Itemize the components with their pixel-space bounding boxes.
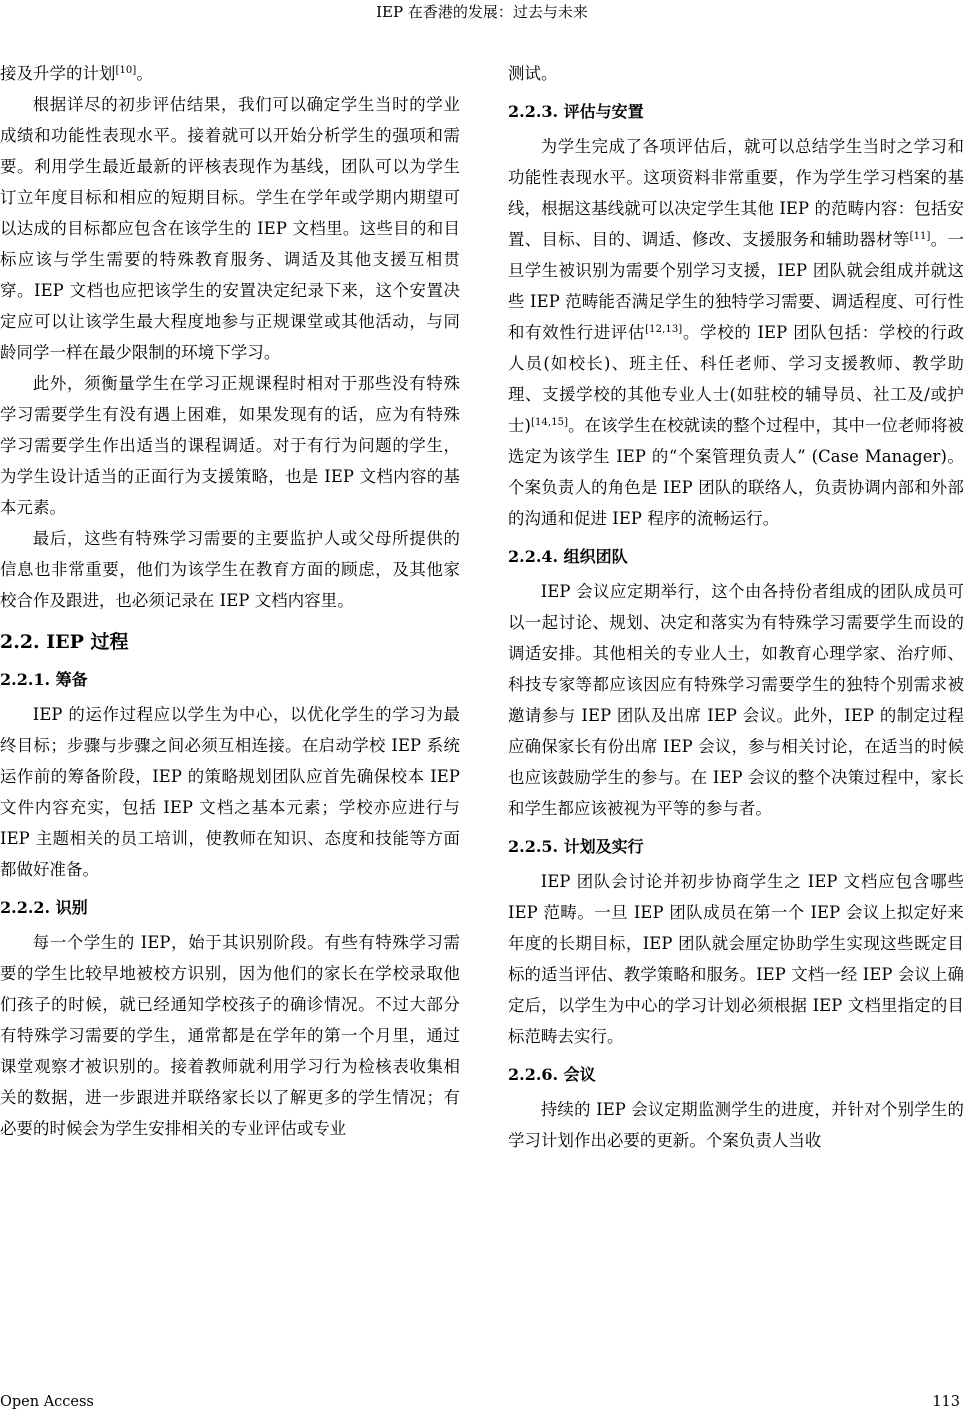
paragraph: IEP 的运作过程应以学生为中心，以优化学生的学习为最终目标；步骤与步骤之间必须互相连接。在启动学校 IEP 系统运作前的筹备阶段，IEP 的策略规划团队应首先确保校本 IEP 文件内容充实，包括 IEP 文档之基本元素；学校亦应进行与 IEP 主题相关的员工培训，使教师在知识、态度和技能等方面都做好准备。: [0, 705, 460, 879]
paragraph: 为学生完成了各项评估后，就可以总结学生当时之学习和功能性表现水平。这项资料非常重要，作为学生学习档案的基线，根据这基线就可以决定学生其他 IEP 的范畴内容：包括安置、目标、目的、调适、修改、支援服务和辅助器材等[11]。一旦学生被识别为需要个别学习支援，IEP 团队就会组成并就这些 IEP 范畴能否满足学生的独特学习需要、调适程度、可行性和有效性行进评估[12,13]。学校的 IEP 团队包括：学校的行政人员(如校长)、班主任、科任老师、学习支援教师、教学助理、支援学校的其他专业人士(如驻校的辅导员、社工及/或护士)[14,15]。在该学生在校就读的整个过程中，其中一位老师将被选定为该学生 IEP 的“个案管理负责人” (Case Manager)。个案负责人的角色是 IEP 团队的联络人，负责协调内部和外部的沟通和促进 IEP 程序的流畅运行。: [508, 137, 964, 528]
paragraph: 持续的 IEP 会议定期监测学生的进度，并针对个别学生的学习计划作出必要的更新。个案负责人当收: [508, 1100, 964, 1150]
subsection-heading: 2.2.5. 计划及实行: [508, 837, 644, 856]
subsection-heading: 2.2.3. 评估与安置: [508, 102, 644, 121]
paragraph: 测试。: [508, 64, 558, 83]
paragraph: 每一个学生的 IEP，始于其识别阶段。有些有特殊学习需要的学生比较早地被校方识别，因为他们的家长在学校录取他们孩子的时候，就已经通知学校孩子的确诊情况。不过大部分有特殊学习需要的学生，通常都是在学年的第一个月里，通过课堂观察才被识别的。接着教师就利用学习行为检核表收集相关的数据，进一步跟进并联络家长以了解更多的学生情况；有必要的时候会为学生安排相关的专业评估或专业: [0, 933, 460, 1138]
subsection-heading: 2.2.4. 组织团队: [508, 547, 628, 566]
subsection-heading: 2.2.2. 识别: [0, 898, 88, 917]
citation: [12,13]: [645, 324, 683, 335]
paragraph: IEP 团队会讨论并初步协商学生之 IEP 文档应包含哪些 IEP 范畴。一旦 IEP 团队成员在第一个 IEP 会议上拟定好来年度的长期目标，IEP 团队就会厘定协助学生实现这些既定目标的适当评估、教学策略和服务。IEP 文档一经 IEP 会议上确定后，以学生为中心的学习计划必须根据 IEP 文档里指定的目标范畴去实行。: [508, 872, 964, 1046]
page-number: 113: [932, 1394, 960, 1410]
left-column: [0, 58, 460, 1144]
subsection-heading: 2.2.1. 筹备: [0, 670, 88, 689]
section-heading: 2.2. IEP 过程: [0, 631, 129, 653]
paragraph: IEP 会议应定期举行，这个由各持份者组成的团队成员可以一起讨论、规划、决定和落实为有特殊学习需要学生而设的调适安排。其他相关的专业人士，如教育心理学家、治疗师、科技专家等都应该因应有特殊学习需要学生的独特个别需求被邀请参与 IEP 团队及出席 IEP 会议。此外，IEP 的制定过程应确保家长有份出席 IEP 会议，参与相关讨论，在适当的时候也应该鼓励学生的参与。在 IEP 会议的整个决策过程中，家长和学生都应该被视为平等的参与者。: [508, 582, 964, 818]
footer-open-access: Open Access: [0, 1394, 94, 1410]
paragraph: 根据详尽的初步评估结果，我们可以确定学生当时的学业成绩和功能性表现水平。接着就可以开始分析学生的强项和需要。利用学生最近最新的评核表现作为基线，团队可以为学生订立年度目标和相应的短期目标。学生在学年或学期内期望可以达成的目标都应包含在该学生的 IEP 文档里。这些目的和目标应该与学生需要的特殊教育服务、调适及其他支援互相贯穿。IEP 文档也应把该学生的安置决定纪录下来，这个安置决定应可以让该学生最大程度地参与正规课堂或其他活动，与同龄同学一样在最少限制的环境下学习。: [0, 95, 460, 362]
paragraph: 最后，这些有特殊学习需要的主要监护人或父母所提供的信息也非常重要，他们为该学生在教育方面的顾虑，及其他家校合作及跟进，也必须记录在 IEP 文档内容里。: [0, 529, 460, 610]
citation: [10]: [115, 65, 137, 76]
right-column: [508, 58, 964, 1156]
running-header: IEP 在香港的发展：过去与未来: [376, 3, 588, 21]
citation: [14,15]: [531, 417, 569, 428]
paragraph: 此外，须衡量学生在学习正规课程时相对于那些没有特殊学习需要学生有没有遇上困难，如果发现有的话，应为有特殊学习需要学生作出适当的课程调适。对于有行为问题的学生，为学生设计适当的正面行为支援策略，也是 IEP 文档内容的基本元素。: [0, 374, 460, 517]
citation: [11]: [909, 231, 931, 242]
subsection-heading: 2.2.6. 会议: [508, 1065, 596, 1084]
paragraph: 接及升学的计划[10]。: [0, 64, 153, 83]
